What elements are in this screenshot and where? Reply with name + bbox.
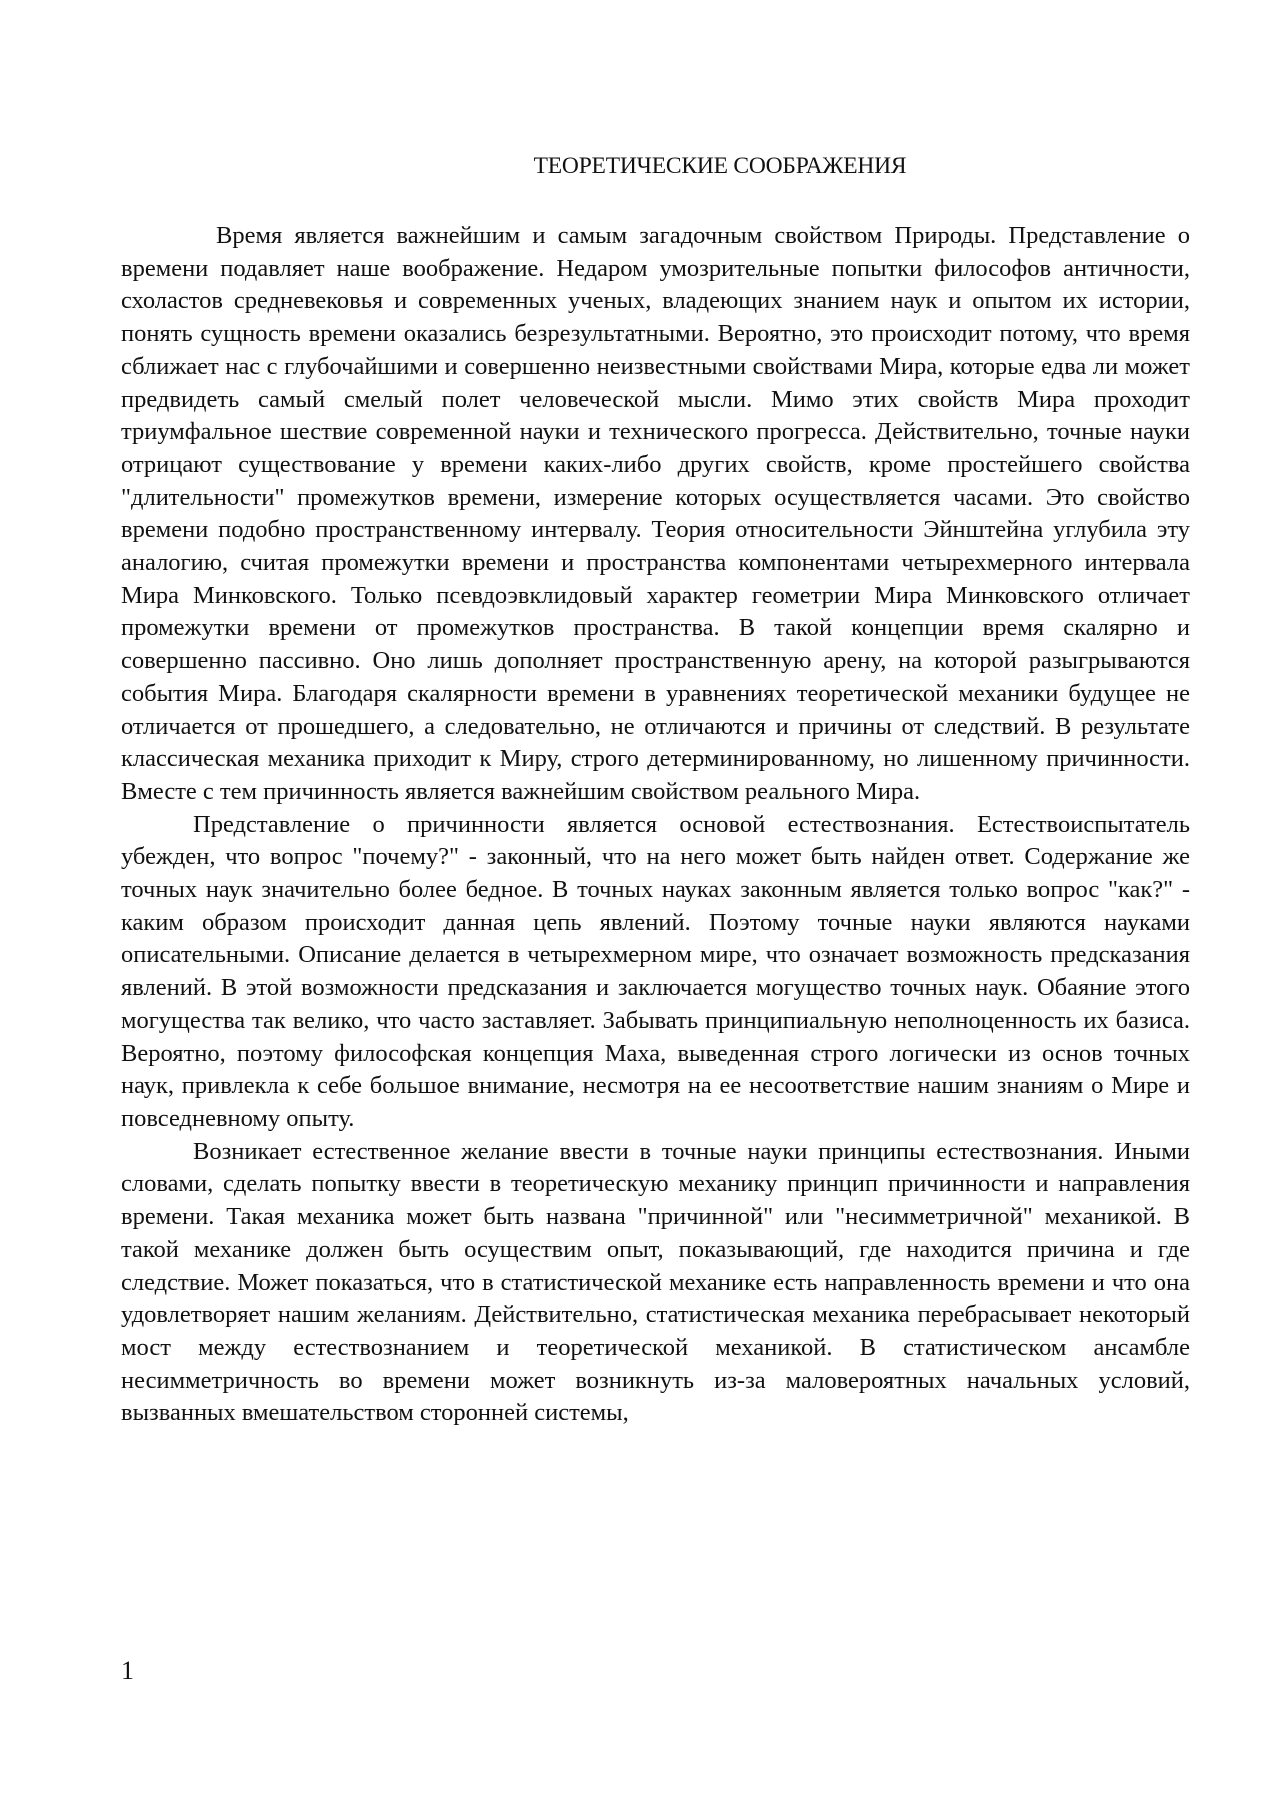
- body-text: [121, 220, 1190, 1430]
- page-title: ТЕОРЕТИЧЕСКИЕ СООБРАЖЕНИЯ: [533, 153, 907, 179]
- paragraph-2: Представление о причинности является основой естествознания. Естествоиспытатель убежден, что вопрос "почему?" - законный, что на него может быть найден ответ. Содержание же точных наук значительно более бедное. В точных науках законным является только вопрос "как?" - каким образом происходит данная цепь явлений. Поэтому точные науки являются науками описательными. Описание делается в четырехмерном мире, что означает возможность предсказания явлений. В этой возможности предсказания и заключается могущество точных наук. Обаяние этого могущества так велико, что часто заставляет. Забывать принципиальную неполноценность их базиса. Вероятно, поэтому философская концепция Маха, выведенная строго логически из основ точных наук, привлекла к себе большое внимание, несмотря на ее несоответствие нашим знаниям о Мире и повседневному опыту.: [121, 810, 1190, 1132]
- paragraph-1: Время является важнейшим и самым загадочным свойством Природы. Представление о времени подавляет наше воображение. Недаром умозрительные попытки философов античности, схоластов средневековья и современных ученых, владеющих знанием наук и опытом их истории, понять сущность времени оказались безрезультатными. Вероятно, это происходит потому, что время сближает нас с глубочайшими и совершенно неизвестными свойствами Мира, которые едва ли может предвидеть самый смелый полет человеческой мысли. Мимо этих свойств Мира проходит триумфальное шествие современной науки и технического прогресса. Действительно, точные науки отрицают существование у времени каких-либо других свойств, кроме простейшего свойства "длительности" промежутков времени, измерение которых осуществляется часами. Это свойство времени подобно пространственному интервалу. Теория относительности Эйнштейна углубила эту аналогию, считая промежутки времени и пространства компонентами четырехмерного интервала Мира Минковского. Только псевдоэвклидовый характер геометрии Мира Минковского отличает промежутки времени от промежутков пространства. В такой концепции время скалярно и совершенно пассивно. Оно лишь дополняет пространственную арену, на которой разыгрываются события Мира. Благодаря скалярности времени в уравнениях теоретической механики будущее не отличается от прошедшего, а следовательно, не отличаются и причины от следствий. В результате классическая механика приходит к Миру, строго детерминированному, но лишенному причинности. Вместе с тем причинность является важнейшим свойством реального Мира.: [121, 222, 1190, 805]
- paragraph-3: Возникает естественное желание ввести в точные науки принципы естествознания. Иными словами, сделать попытку ввести в теоретическую механику принцип причинности и направления времени. Такая механика может быть названа "причинной" или "несимметричной" механикой. В такой механике должен быть осуществим опыт, показывающий, где находится причина и где следствие. Может показаться, что в статистической механике есть направленность времени и что она удовлетворяет нашим желаниям. Действительно, статистическая механика перебрасывает некоторый мост между естествознанием и теоретической механикой. В статистическом ансамбле несимметричность во времени может возникнуть из-за маловероятных начальных условий, вызванных вмешательством сторонней системы,: [121, 1137, 1190, 1427]
- page-number: 1: [121, 1656, 134, 1685]
